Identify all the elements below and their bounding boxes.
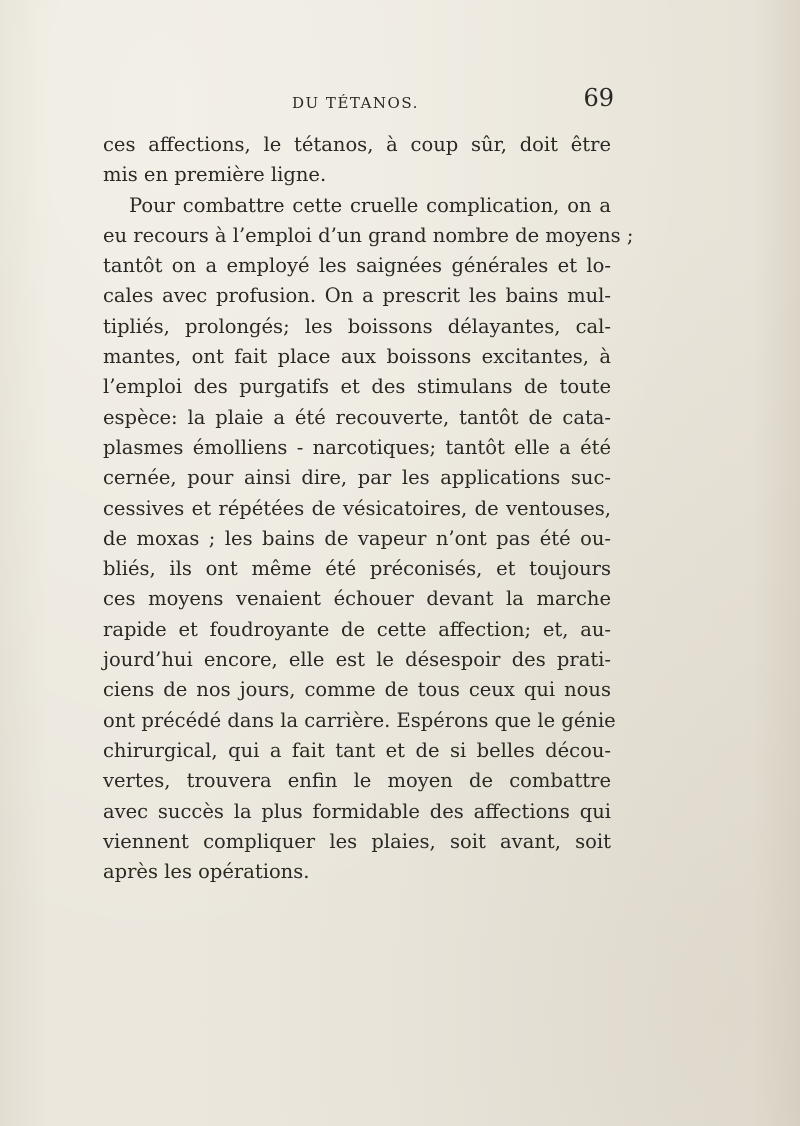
page-number: 69 xyxy=(583,84,614,112)
text-line: cessives et répétées de vésicatoires, de ventouses, xyxy=(103,496,611,520)
text-line: eu recours à l’emploi d’un grand nombre de moyens ; xyxy=(103,223,634,247)
text-line: cernée, pour ainsi dire, par les applications suc- xyxy=(103,466,611,490)
text-line: jourd’hui encore, elle est le désespoir des prati- xyxy=(103,648,611,672)
text-line: vertes, trouvera enfin le moyen de combattre xyxy=(103,769,611,793)
text-line: plasmes émolliens - narcotiques; tantôt elle a été xyxy=(103,435,611,459)
text-line: bliés, ils ont même été préconisés, et toujours xyxy=(103,557,611,581)
text-line: cales avec profusion. On a prescrit les bains mul- xyxy=(103,284,611,308)
text-line: Pour combattre cette cruelle complication, on a xyxy=(129,193,611,217)
text-line: mantes, ont fait place aux boissons excitantes, à xyxy=(103,345,611,369)
text-line: mis en première ligne. xyxy=(103,163,327,187)
text-line: rapide et foudroyante de cette affection; et, au- xyxy=(103,617,611,641)
text-line: tipliés, prolongés; les boissons délayantes, cal- xyxy=(103,314,611,338)
text-line: tantôt on a employé les saignées générales et lo- xyxy=(103,254,611,278)
running-title: DU TÉTANOS. xyxy=(292,94,419,112)
text-line: ces moyens venaient échouer devant la marche xyxy=(103,587,611,611)
text-line: après les opérations. xyxy=(103,860,310,884)
body-text xyxy=(103,130,634,887)
text-line: espèce: la plaie a été recouverte, tantôt de cata- xyxy=(103,405,611,429)
running-head xyxy=(0,84,800,116)
text-line: avec succès la plus formidable des affections qui xyxy=(103,799,611,823)
text-line: ciens de nos jours, comme de tous ceux qui nous xyxy=(103,678,611,702)
text-line: ont précédé dans la carrière. Espérons que le génie xyxy=(103,708,616,732)
text-line: de moxas ; les bains de vapeur n’ont pas été ou- xyxy=(103,526,611,550)
text-line: viennent compliquer les plaies, soit avant, soit xyxy=(103,829,611,853)
text-line: chirurgical, qui a fait tant et de si belles décou- xyxy=(103,738,611,762)
text-line: l’emploi des purgatifs et des stimulans de toute xyxy=(103,375,611,399)
text-line: ces affections, le tétanos, à coup sûr, doit être xyxy=(103,133,611,156)
